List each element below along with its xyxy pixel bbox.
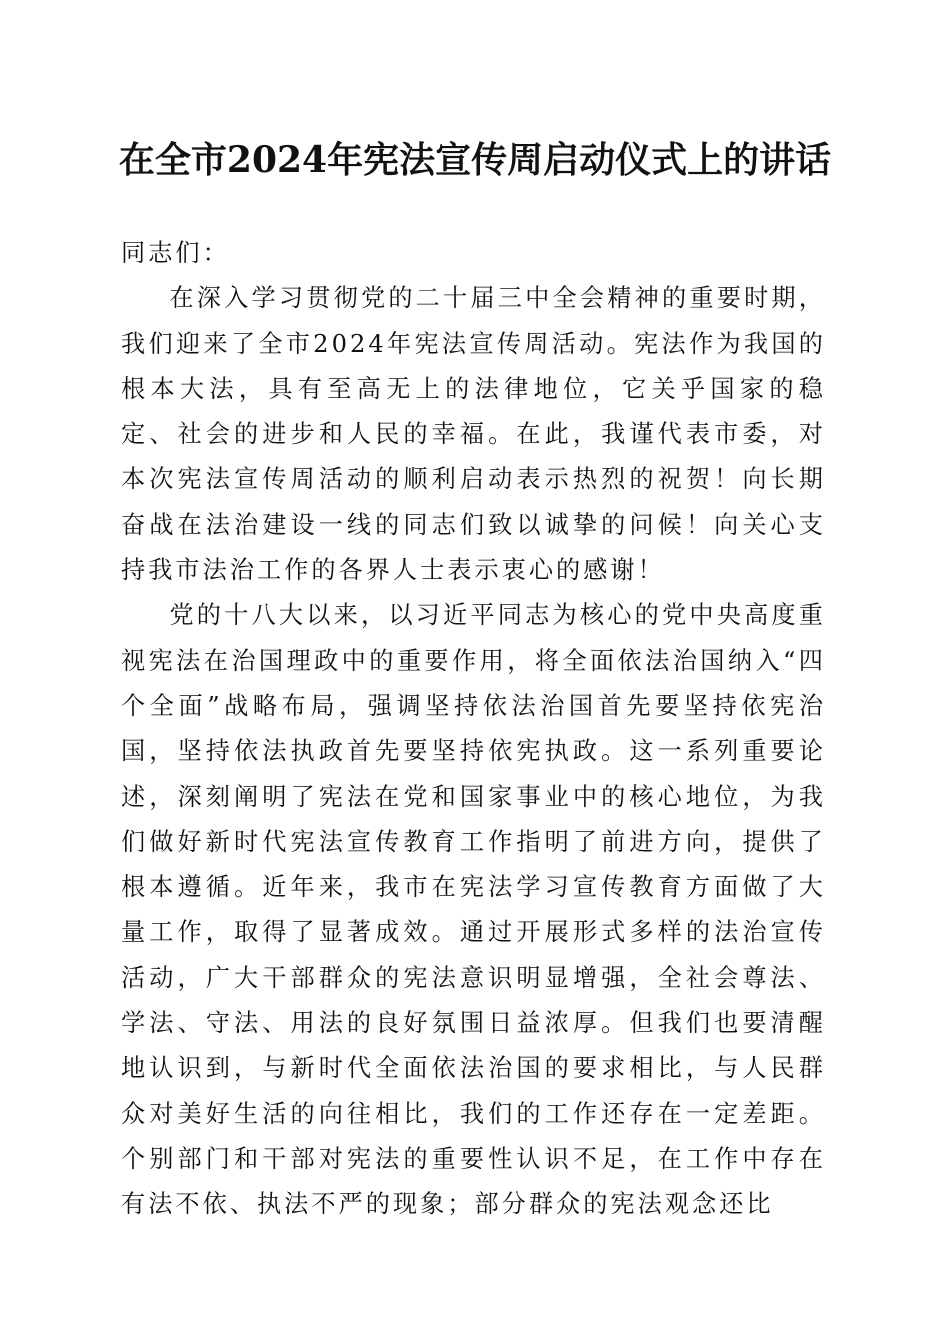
paragraph-2: 党的十八大以来，以习近平同志为核心的党中央高度重视宪法在治国理政中的重要作用，将全面依法治国纳入“四个全面”战略布局，强调坚持依法治国首先要坚持依宪治国，坚持依法执政首先要坚持依宪执政。这一系列重要论述，深刻阐明了宪法在党和国家事业中的核心地位，为我们做好新时代宪法宣传教育工作指明了前进方向，提供了根本遵循。近年来，我市在宪法学习宣传教育方面做了大量工作，取得了显著成效。通过开展形式多样的法治宣传活动，广大干部群众的宪法意识明显增强，全社会尊法、学法、守法、用法的良好氛围日益浓厚。但我们也要清醒地认识到，与新时代全面依法治国的要求相比，与人民群众对美好生活的向往相比，我们的工作还存在一定差距。个别部门和干部对宪法的重要性认识不足，在工作中存在有法不依、执法不严的现象；部分群众的宪法观念还比 — [121, 601, 826, 1219]
document-title: 在全市2024年宪法宣传周启动仪式上的讲话 — [118, 139, 832, 181]
document-body — [121, 231, 826, 1228]
paragraph-1: 在深入学习贯彻党的二十届三中全会精神的重要时期，我们迎来了全市2024年宪法宣传周活动。宪法作为我国的根本大法，具有至高无上的法律地位，它关乎国家的稳定、社会的进步和人民的幸福。在此，我谨代表市委，对本次宪法宣传周活动的顺利启动表示热烈的祝贺！向长期奋战在法治建设一线的同志们致以诚挚的问候！向关心支持我市法治工作的各界人士表示衷心的感谢！ — [121, 284, 826, 585]
salutation: 同志们： — [121, 239, 230, 267]
